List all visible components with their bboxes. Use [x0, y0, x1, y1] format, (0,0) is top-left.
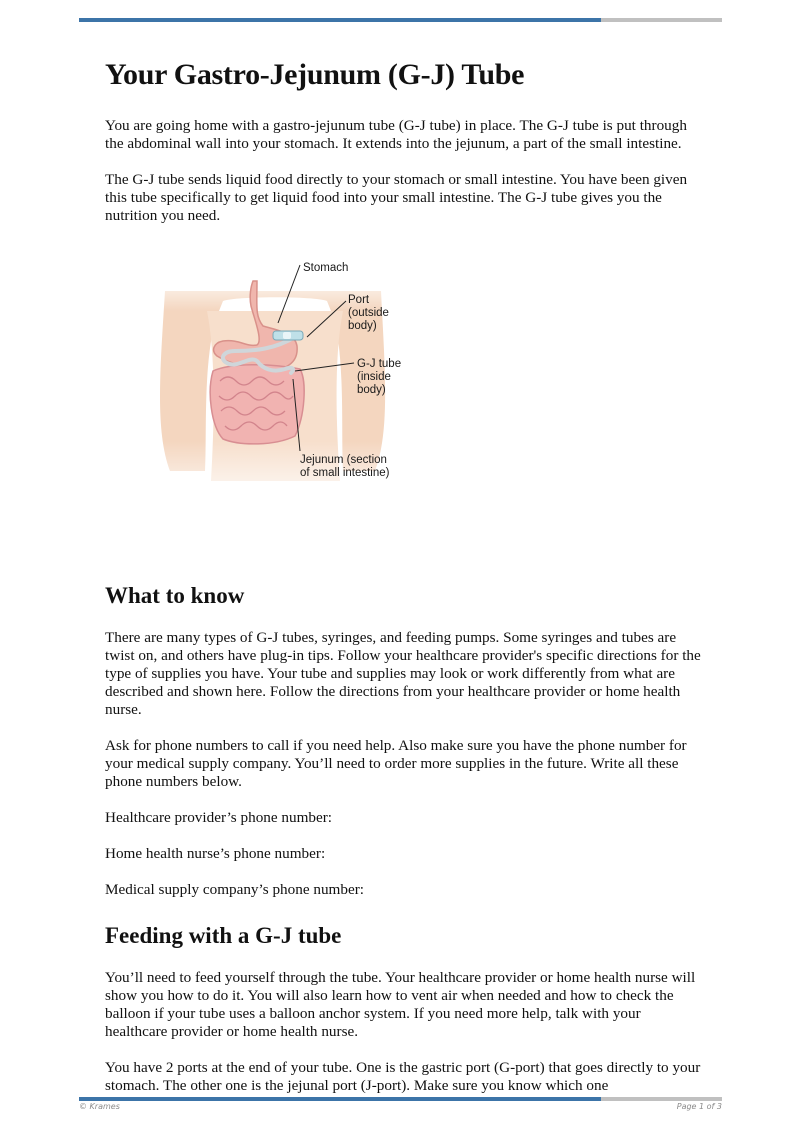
page-title: Your Gastro-Jejunum (G-J) Tube [105, 58, 525, 91]
copyright-text: © Krames [79, 1102, 120, 1111]
phone-field-label: Healthcare provider’s phone number: [105, 809, 333, 826]
section-what-to-know [105, 581, 705, 899]
gj-tube-illustration [105, 251, 705, 541]
section-heading: What to know [105, 583, 245, 608]
footer-rule [79, 1097, 722, 1101]
document-body [105, 55, 705, 1113]
label-jejunum: of small intestine) [300, 467, 390, 479]
label-port: (outside [348, 307, 389, 319]
section-feeding [105, 921, 705, 1095]
section-paragraph: You have 2 ports at the end of your tube. One is the gastric port (G-port) that goes directly to your stomach. The other one is the jejunal port (J-port). Make sure you know which one [105, 1059, 701, 1094]
small-intestine [210, 365, 304, 444]
header-rule-accent [79, 18, 601, 22]
intro-paragraph: You are going home with a gastro-jejunum tube (G-J tube) in place. The G-J tube is put through the abdominal wall into your stomach. It extends into the jejunum, a part of the small intestine. [105, 117, 687, 152]
intro-paragraph: The G-J tube sends liquid food directly to your stomach or small intestine. You have been given this tube specifically to get liquid food into your small intestine. The G-J tube gives you the nutrition you need. [105, 171, 688, 224]
page-footer [79, 1102, 722, 1111]
label-gj-tube: G-J tube [357, 358, 402, 370]
label-port: body) [348, 320, 377, 332]
section-paragraph: You’ll need to feed yourself through the tube. Your healthcare provider or home health nurse will show you how to do it. You will also learn how to vent air when needed and how to check the balloon if your tube uses a balloon anchor system. If you need more help, talk with your healthcare provider or home health nurse. [105, 969, 696, 1040]
section-heading: Feeding with a G-J tube [105, 923, 342, 948]
section-paragraph: There are many types of G-J tubes, syringes, and feeding pumps. Some syringes and tubes are twist on, and others have plug-in tips. Follow your healthcare provider's specific directions for the type of supplies you have. Your tube and supplies may look or work differently from what are described and shown here. Follow the directions from your healthcare provider or home health nurse. [105, 629, 701, 718]
phone-field-label: Medical supply company’s phone number: [105, 881, 364, 898]
label-jejunum: Jejunum (section [300, 454, 387, 466]
label-gj-tube: (inside [357, 371, 391, 383]
footer-rule-secondary [601, 1097, 722, 1101]
section-paragraph: Ask for phone numbers to call if you need help. Also make sure you have the phone number for your medical supply company. You’ll need to order more supplies in the future. Write all these phone numbers below. [105, 737, 687, 790]
port-device [273, 331, 303, 340]
label-gj-tube: body) [357, 384, 386, 396]
page-indicator: Page 1 of 3 [676, 1102, 722, 1111]
phone-field-label: Home health nurse’s phone number: [105, 845, 326, 862]
anatomy-diagram [145, 251, 445, 541]
label-port: Port [348, 294, 370, 306]
footer-rule-accent [79, 1097, 601, 1101]
header-rule-secondary [601, 18, 722, 22]
label-stomach: Stomach [303, 262, 349, 274]
header-rule [79, 18, 722, 22]
